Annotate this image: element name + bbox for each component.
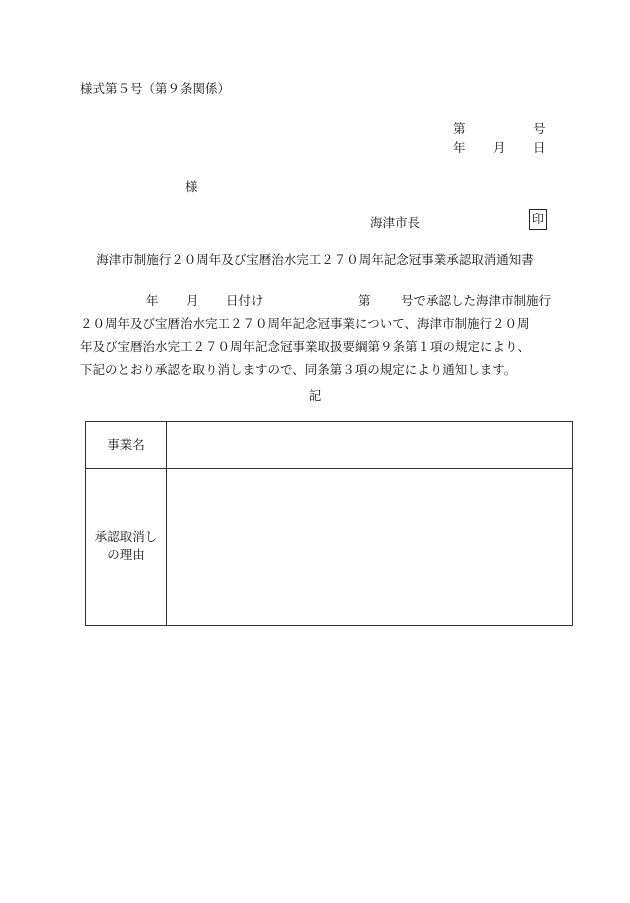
- reason-label-line-1: 承認取消し: [94, 529, 158, 544]
- project-name-label: 事業名: [107, 437, 145, 452]
- body-line-2: ２０周年及び宝暦治水完工２７０周年記念冠事業について、海津市制施行２０周: [80, 316, 530, 331]
- body-line-4: 下記のとおり承認を取り消しますので、同条第３項の規定により通知します。: [80, 362, 517, 377]
- table-column-divider: [166, 422, 167, 625]
- body-dai: 第: [358, 293, 371, 308]
- body-date-suffix: 日付け: [226, 293, 264, 308]
- ki-heading: 記: [308, 388, 322, 403]
- issuer-name: 海津市長: [370, 215, 421, 230]
- doc-number-dai: 第: [453, 121, 466, 136]
- body-line-3: 年及び宝暦治水完工２７０周年記念冠事業取扱要綱第９条第１項の規定により、: [80, 339, 531, 354]
- body-month: 月: [186, 293, 199, 308]
- details-table: [85, 421, 573, 626]
- body-year: 年: [146, 293, 159, 308]
- body-line1-rest: 号で承認した海津市制施行: [401, 293, 552, 308]
- table-row-divider: [86, 468, 572, 469]
- document-title: 海津市制施行２０周年及び宝暦治水完工２７０周年記念冠事業承認取消通知書: [96, 252, 534, 267]
- seal-box: 印: [529, 209, 547, 230]
- date-year: 年: [453, 140, 466, 155]
- form-number-label: 様式第５号（第９条関係）: [80, 81, 231, 96]
- reason-label: [86, 528, 166, 564]
- date-month: 月: [493, 140, 506, 155]
- addressee-honorific: 様: [185, 179, 198, 194]
- doc-number-go: 号: [533, 121, 546, 136]
- date-day: 日: [533, 140, 546, 155]
- reason-label-line-2: の理由: [107, 547, 145, 562]
